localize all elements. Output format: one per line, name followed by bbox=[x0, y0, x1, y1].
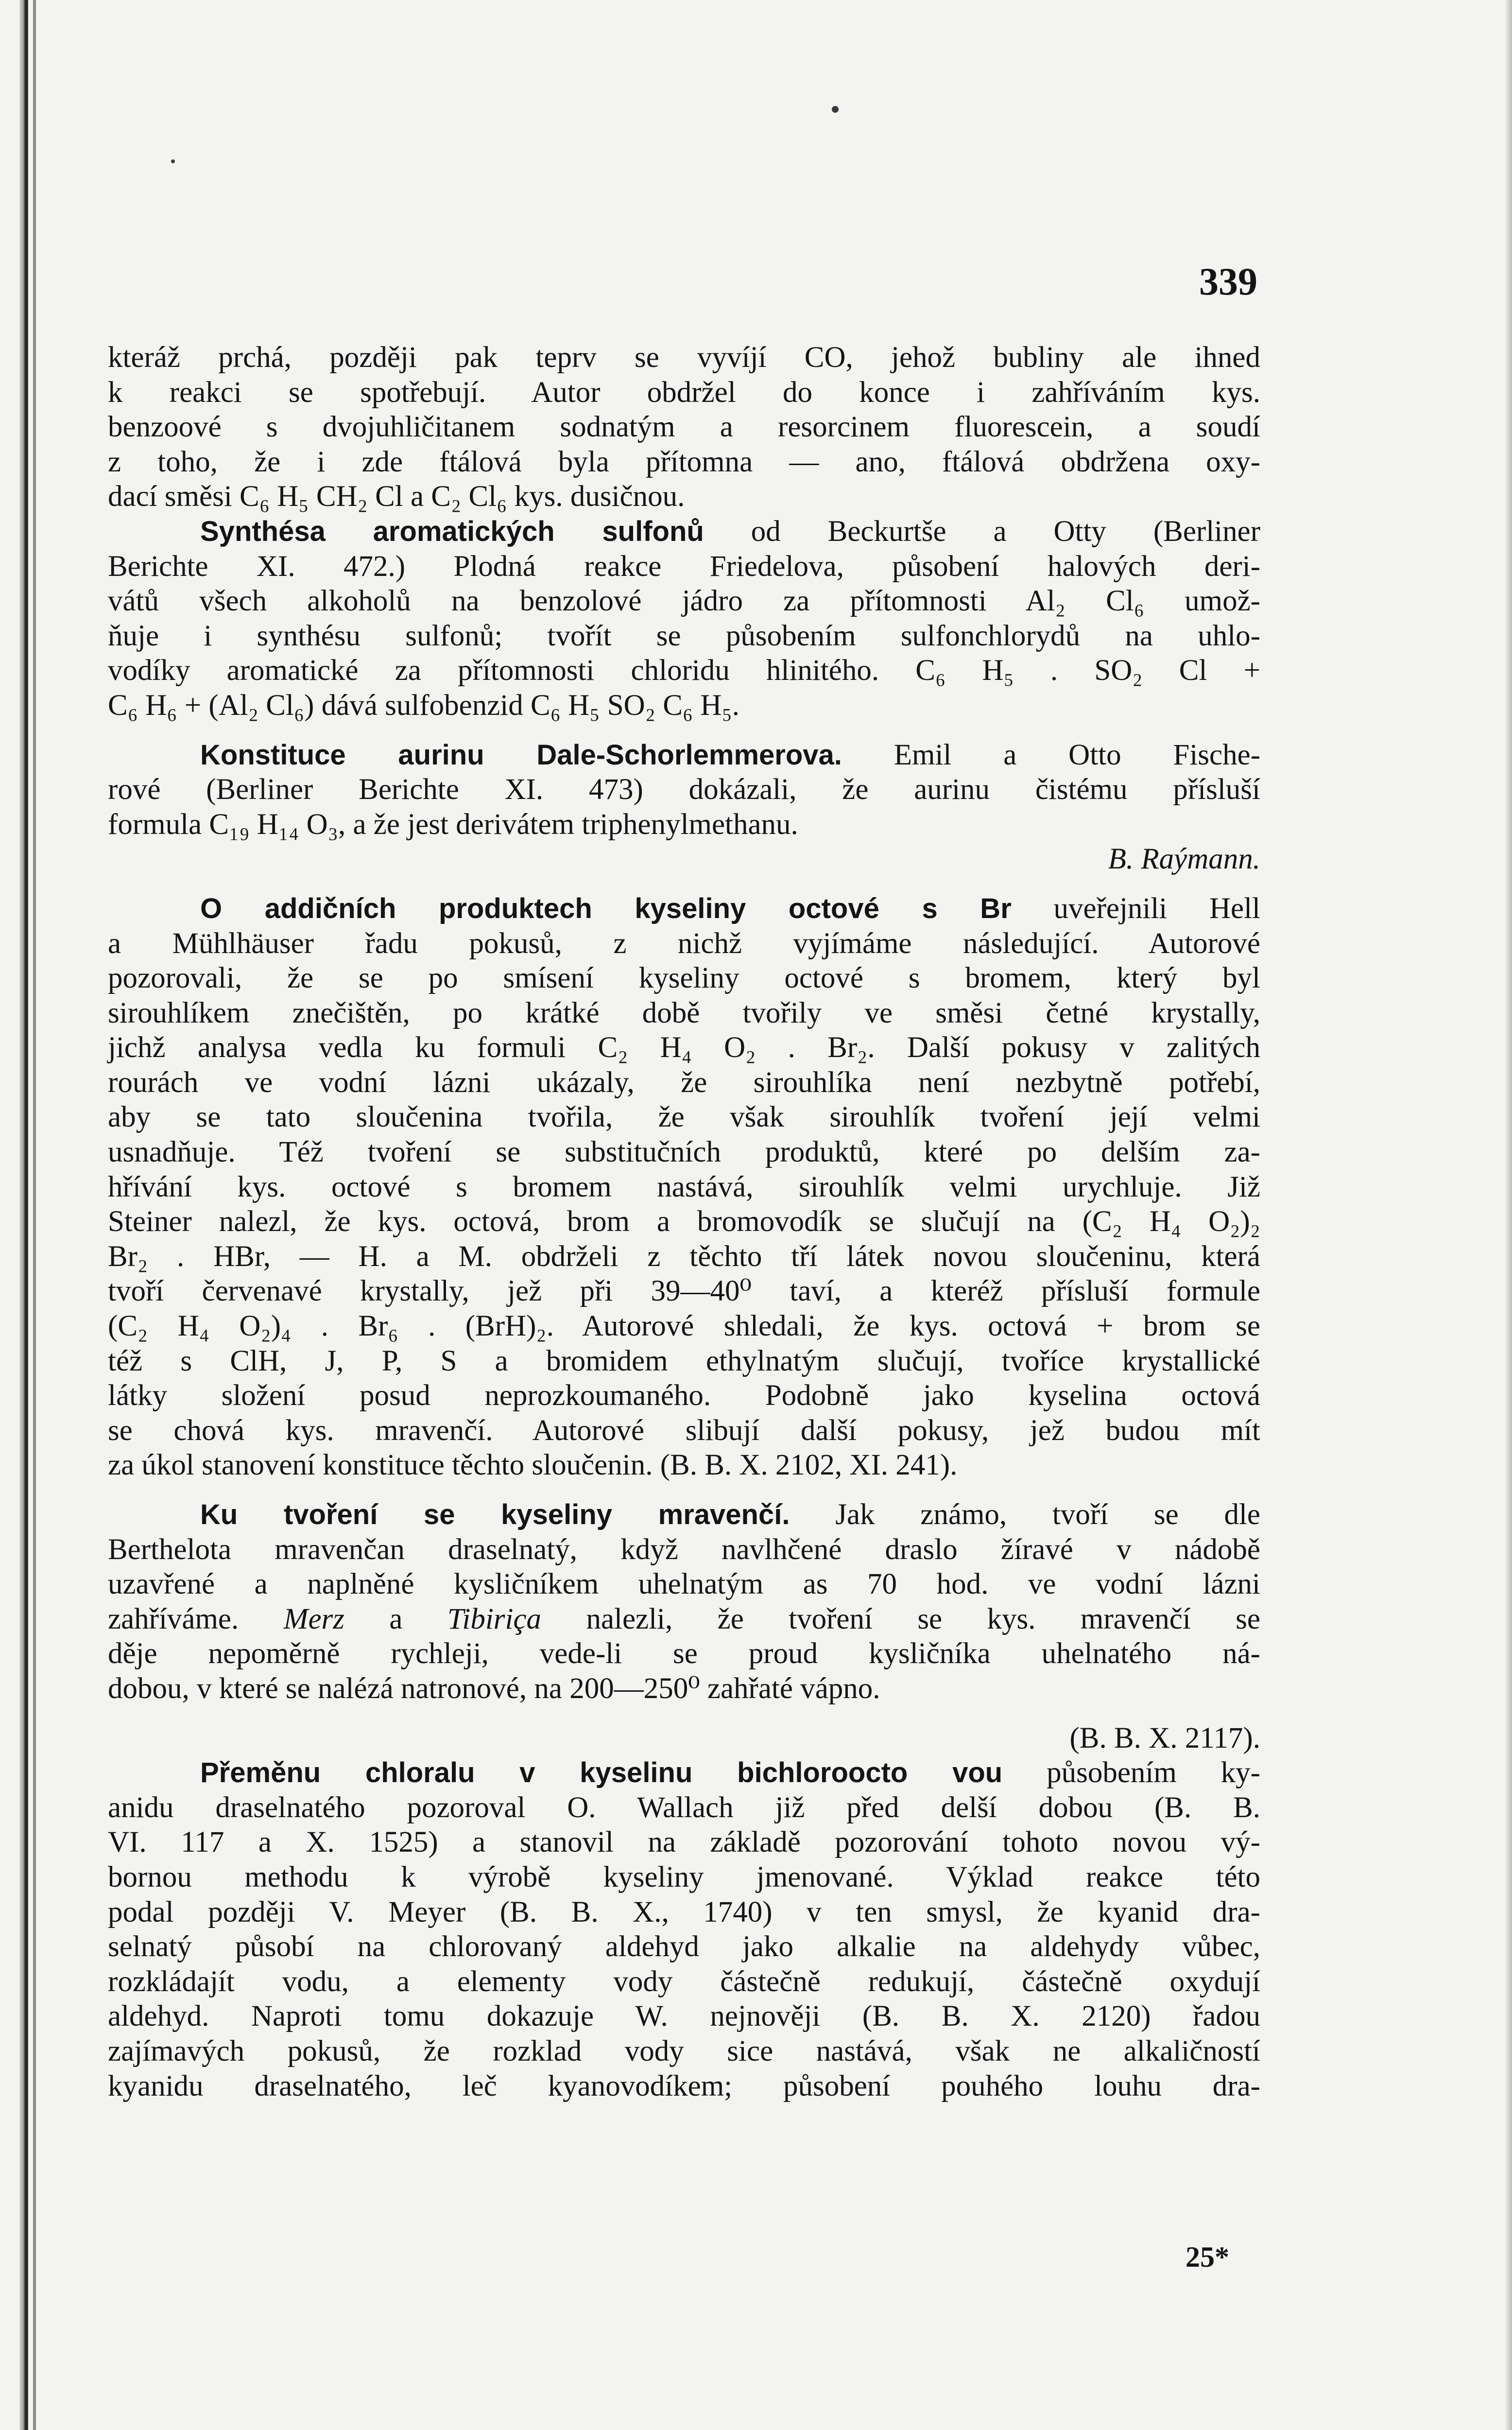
text-line: Berichte XI. 472.) Plodná reakce Friedelova, působení halových deri- bbox=[108, 550, 1260, 583]
page-speck bbox=[171, 159, 175, 163]
section-heading: Konstituce aurinu Dale-Schorlemmerova. bbox=[200, 739, 842, 771]
text-line: jichž analysa vedla ku formuli C₂ H₄ O₂ . Br₂. Další pokusy v zalitých bbox=[108, 1031, 1260, 1064]
text-line: k reakci se spotřebují. Autor obdržel do konce i zahříváním kys. bbox=[108, 376, 1260, 409]
text-line: sirouhlíkem znečištěn, po krátké době tvořily ve směsi četné krystally, bbox=[108, 996, 1260, 1029]
text-line: Ku tvoření se kyseliny mravenčí. Jak známo, tvoří se dle bbox=[200, 1498, 1260, 1531]
text-line: kteráž prchá, později pak teprv se vyvíjí CO, jehož bubliny ale ihned bbox=[108, 341, 1260, 374]
text-line: pozorovali, že se po smísení kyseliny octové s bromem, který byl bbox=[108, 962, 1260, 995]
text-line: rové (Berliner Berichte XI. 473) dokázali, že aurinu čistému přísluší bbox=[108, 773, 1260, 806]
text-line: formula C₁₉ H₁₄ O₃, a že jest derivátem triphenylmethanu. bbox=[108, 808, 798, 841]
text-line: (C₂ H₄ O₂)₄ . Br₆ . (BrH)₂. Autorové shledali, že kys. octová + brom se bbox=[108, 1310, 1260, 1343]
book-gutter-line bbox=[33, 0, 36, 2430]
author-name-italic: Merz bbox=[283, 1602, 345, 1635]
text-line: z toho, že i zde ftálová byla přítomna — ano, ftálová obdržena oxy- bbox=[108, 445, 1260, 478]
text-line: ňuje i synthésu sulfonů; tvořít se působením sulfonchlorydů na uhlo- bbox=[108, 619, 1260, 652]
text-line: hřívání kys. octové s bromem nastává, sirouhlík velmi urychluje. Již bbox=[108, 1170, 1260, 1203]
text-line: děje nepoměrně rychleji, vede-li se proud kysličníka uhelnatého ná- bbox=[108, 1637, 1260, 1670]
paragraph-gap bbox=[108, 877, 1260, 891]
text-line: vodíky aromatické za přítomnosti chloridu hlinitého. C₆ H₅ . SO₂ Cl + bbox=[108, 654, 1260, 687]
article-author: B. Raýmann. bbox=[1108, 843, 1260, 876]
text-line: rozkládajít vodu, a elementy vody částečně redukují, částečně oxydují bbox=[108, 1965, 1260, 1998]
text-line: C₆ H₆ + (Al₂ Cl₆) dává sulfobenzid C₆ H₅ SO₂ C₆ H₅. bbox=[108, 689, 740, 722]
text-line: Přeměnu chloralu v kyselinu bichloroocto vou působením ky- bbox=[200, 1756, 1260, 1789]
text-line: O addičních produktech kyseliny octové s Br uveřejnili Hell bbox=[200, 892, 1260, 925]
text-line: benzoové s dvojuhličitanem sodnatým a resorcinem fluorescein, a soudí bbox=[108, 411, 1260, 444]
section-heading: Přeměnu chloralu v kyselinu bichloroocto vou bbox=[200, 1757, 1003, 1789]
text-line: dací směsi C₆ H₅ CH₂ Cl a C₂ Cl₆ kys. dusičnou. bbox=[108, 480, 685, 513]
text-line: rourách ve vodní lázni ukázaly, že sirouhlíka není nezbytně potřebí, bbox=[108, 1066, 1260, 1099]
book-spine-shadow bbox=[19, 0, 28, 2430]
text-line: podal později V. Meyer (B. B. X., 1740) v ten smysl, že kyanid dra- bbox=[108, 1895, 1260, 1928]
text-line: zahříváme. Merz a Tibiriça nalezli, že tvoření se kys. mravenčí se bbox=[108, 1602, 1260, 1635]
text-line: Steiner nalezl, že kys. octová, brom a bromovodík se slučují na (C₂ H₄ O₂)₂ bbox=[108, 1205, 1260, 1238]
section-heading: O addičních produktech kyseliny octové s Br bbox=[200, 892, 1012, 924]
section-heading: Synthésa aromatických sulfonů bbox=[200, 515, 704, 547]
paragraph-gap bbox=[108, 1706, 1260, 1721]
text-line: tvoří červenavé krystally, jež při 39—40⁰ taví, a kteréž přísluší formule bbox=[108, 1275, 1260, 1308]
text-line: uzavřené a naplněné kysličníkem uhelnatým as 70 hod. ve vodní lázni bbox=[108, 1568, 1260, 1601]
page-number: 339 bbox=[1199, 260, 1257, 303]
text-line: Berthelota mravenčan draselnatý, když navlhčené draslo žíravé v nádobě bbox=[108, 1533, 1260, 1566]
text-line: vátů všech alkoholů na benzolové jádro za přítomnosti Al₂ Cl₆ umož- bbox=[108, 585, 1260, 618]
paragraph-gap bbox=[108, 723, 1260, 738]
text-line: dobou, v které se nalézá natronové, na 200—250⁰ zahřaté vápno. bbox=[108, 1672, 880, 1705]
text-line: látky složení posud neprozkoumaného. Podobně jako kyselina octová bbox=[108, 1379, 1260, 1412]
page-edge bbox=[1505, 0, 1512, 2430]
text-line: bornou methodu k výrobě kyseliny jmenované. Výklad reakce této bbox=[108, 1860, 1260, 1893]
paragraph-gap bbox=[108, 1483, 1260, 1497]
text-line: za úkol stanovení konstituce těchto sloučenin. (B. B. X. 2102, XI. 241). bbox=[108, 1449, 958, 1482]
article-body bbox=[108, 340, 1260, 2103]
text-line: též s ClH, J, P, S a bromidem ethylnatým slučují, tvoříce krystallické bbox=[108, 1344, 1260, 1377]
page-speck bbox=[832, 106, 839, 113]
section-heading: Ku tvoření se kyseliny mravenčí. bbox=[200, 1499, 790, 1530]
text-line: anidu draselnatého pozoroval O. Wallach již před delší dobou (B. B. bbox=[108, 1791, 1260, 1824]
text-line: Synthésa aromatických sulfonů od Beckurtše a Otty (Berliner bbox=[200, 515, 1261, 548]
text-line: usnadňuje. Též tvoření se substitučních produktů, které po delším za- bbox=[108, 1136, 1260, 1169]
text-line: kyanidu draselnatého, leč kyanovodíkem; působení pouhého louhu dra- bbox=[108, 2069, 1260, 2102]
text-line: a Mühlhäuser řadu pokusů, z nichž vyjímáme následující. Autorové bbox=[108, 927, 1260, 960]
text-line: se chová kys. mravenčí. Autorové slibují další pokusy, jež budou mít bbox=[108, 1414, 1260, 1447]
text-line: aldehyd. Naproti tomu dokazuje W. nejnověji (B. B. X. 2120) řadou bbox=[108, 2000, 1260, 2033]
author-name-italic: Tibiriça bbox=[447, 1602, 542, 1635]
text-line: Konstituce aurinu Dale-Schorlemmerova. Emil a Otto Fische- bbox=[200, 738, 1261, 771]
citation: (B. B. X. 2117). bbox=[1069, 1721, 1260, 1754]
signature-mark: 25* bbox=[1186, 2241, 1229, 2273]
text-line: Br₂ . HBr, — H. a M. obdrželi z těchto tří látek novou sloučeninu, která bbox=[108, 1240, 1260, 1273]
text-line: aby se tato sloučenina tvořila, že však sirouhlík tvoření její velmi bbox=[108, 1101, 1260, 1134]
text-line: selnatý působí na chlorovaný aldehyd jako alkalie na aldehydy vůbec, bbox=[108, 1930, 1260, 1963]
text-line: zajímavých pokusů, že rozklad vody sice nastává, však ne alkaličností bbox=[108, 2034, 1260, 2067]
text-line: VI. 117 a X. 1525) a stanovil na základě pozorování tohoto novou vý- bbox=[108, 1826, 1260, 1859]
